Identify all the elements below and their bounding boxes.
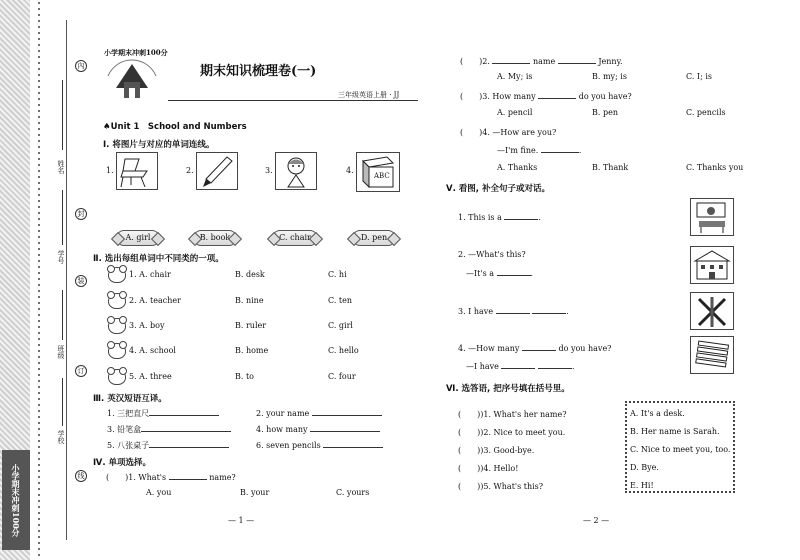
phrase-item: 3. 铅笔盒 bbox=[107, 424, 231, 435]
picture-3 bbox=[275, 152, 317, 190]
question-5-4: 4. —How many do you have? bbox=[458, 344, 612, 353]
picture-4 bbox=[356, 152, 400, 192]
strip-banner: 小学期末冲刺100分 bbox=[2, 450, 30, 550]
option-a: 5. A. three bbox=[129, 372, 172, 381]
strip-line bbox=[62, 290, 63, 340]
option-a: A. pencil bbox=[497, 108, 533, 117]
picture-school bbox=[690, 246, 734, 284]
answer-option: C. Nice to meet you, too. bbox=[630, 445, 731, 454]
page-number-left: — 1 — bbox=[228, 516, 255, 525]
bear-icon bbox=[108, 318, 126, 334]
strip-line bbox=[62, 190, 63, 245]
picture-pencils bbox=[690, 292, 734, 330]
question-6-3: ( ))3. Good-bye. bbox=[458, 446, 535, 455]
school-building-icon bbox=[691, 247, 733, 283]
strip-dots bbox=[36, 0, 42, 560]
logo-text: 小学期末冲刺100分 bbox=[104, 48, 168, 57]
answer-option: B. Her name is Sarah. bbox=[630, 427, 720, 436]
bear-icon bbox=[108, 369, 126, 385]
option-a: A. Thanks bbox=[497, 163, 538, 172]
picture-number: 3. bbox=[265, 166, 273, 175]
question-5-2: 2. —What's this? bbox=[458, 250, 526, 259]
word-card[interactable]: C. chair bbox=[272, 230, 318, 246]
page-title: 期末知识梳理卷(一) bbox=[200, 64, 317, 79]
option-a: 4. A. school bbox=[129, 346, 176, 355]
strip-hole: 內 bbox=[75, 60, 87, 72]
strip-label-id: 学号 bbox=[57, 250, 65, 264]
option-a: A. you bbox=[146, 488, 172, 497]
strip-hole: 线 bbox=[75, 470, 87, 482]
page-subtitle: 三年级英语上册 · JJ bbox=[338, 91, 400, 99]
binding-strip bbox=[0, 0, 95, 560]
question-5-2-answer: —It's a . bbox=[466, 269, 534, 278]
page-number-right: — 2 — bbox=[583, 516, 610, 525]
strip-hole: 封 bbox=[75, 208, 87, 220]
option-b: B. Thank bbox=[592, 163, 629, 172]
option-b: B. your bbox=[240, 488, 270, 497]
question-4-1: ( )1. What's name? bbox=[106, 473, 236, 482]
phrase-item: 1. 三把直尺 bbox=[107, 408, 219, 419]
question-5-4-answer: —I have . bbox=[466, 362, 575, 371]
pencils-icon bbox=[691, 293, 733, 329]
picture-number: 2. bbox=[186, 166, 194, 175]
question-6-5: ( ))5. What's this? bbox=[458, 482, 544, 491]
teacher-desk-icon bbox=[691, 199, 733, 235]
unit-title: ♠Unit 1 School and Numbers bbox=[103, 122, 247, 132]
strip-label-school: 学校 bbox=[57, 430, 65, 444]
book-label: ABC bbox=[374, 172, 390, 180]
option-b: B. nine bbox=[235, 296, 264, 305]
word-card[interactable]: D. pen bbox=[352, 230, 396, 246]
bear-icon bbox=[108, 343, 126, 359]
section-4-heading: Ⅳ. 单项选择。 bbox=[93, 458, 152, 468]
question-4-2: ( )2. name Jenny. bbox=[460, 57, 623, 66]
question-4-4: ( )4. —How are you? bbox=[460, 128, 557, 137]
bear-icon bbox=[108, 293, 126, 309]
word-card[interactable]: B. book bbox=[193, 230, 237, 246]
logo bbox=[102, 46, 168, 104]
header-rule bbox=[168, 100, 418, 101]
option-a: 3. A. boy bbox=[129, 321, 165, 330]
girl-icon bbox=[276, 153, 316, 189]
word-card[interactable]: A. girl bbox=[116, 230, 160, 246]
section-5-heading: Ⅴ. 看图, 补全句子或对话。 bbox=[446, 184, 550, 194]
answer-option: A. It's a desk. bbox=[630, 409, 685, 418]
phrase-item: 4. how many bbox=[256, 424, 380, 434]
answer-option: D. Bye. bbox=[630, 463, 659, 472]
option-c: C. pencils bbox=[686, 108, 726, 117]
question-5-3: 3. I have . bbox=[458, 307, 569, 316]
section-2-heading: Ⅱ. 选出每组单词中不同类的一项。 bbox=[93, 254, 224, 264]
rulers-icon bbox=[691, 337, 733, 373]
phrase-item: 6. seven pencils bbox=[256, 440, 383, 450]
pen-icon bbox=[197, 153, 237, 189]
chair-icon bbox=[117, 153, 157, 189]
strip-hole: 订 bbox=[75, 365, 87, 377]
option-b: B. desk bbox=[235, 270, 265, 279]
option-a: 1. A. chair bbox=[129, 270, 171, 279]
section-6-heading: Ⅵ. 选答语, 把序号填在括号里。 bbox=[446, 384, 570, 394]
section-1-heading: Ⅰ. 将图片与对应的单词连线。 bbox=[103, 140, 215, 150]
question-6-2: ( ))2. Nice to meet you. bbox=[458, 428, 566, 437]
option-c: C. I; is bbox=[686, 72, 712, 81]
bear-icon bbox=[108, 267, 126, 283]
option-b: B. my; is bbox=[592, 72, 627, 81]
option-c: C. ten bbox=[328, 296, 353, 305]
option-a: A. My; is bbox=[497, 72, 533, 81]
question-4-3: ( )3. How many do you have? bbox=[460, 92, 632, 101]
option-a: 2. A. teacher bbox=[129, 296, 181, 305]
option-c: C. Thanks you bbox=[686, 163, 744, 172]
option-b: B. to bbox=[235, 372, 254, 381]
picture-desk bbox=[690, 198, 734, 236]
option-c: C. yours bbox=[336, 488, 370, 497]
question-4-4-line2: —I'm fine. . bbox=[497, 146, 582, 155]
question-5-1: 1. This is a . bbox=[458, 213, 541, 222]
strip-line bbox=[62, 80, 63, 150]
option-c: C. girl bbox=[328, 321, 353, 330]
strip-cut-line bbox=[66, 20, 67, 540]
question-6-1: ( ))1. What's her name? bbox=[458, 410, 567, 419]
strip-label-name: 姓名 bbox=[57, 160, 65, 174]
question-6-4: ( ))4. Hello! bbox=[458, 464, 519, 473]
option-c: C. hi bbox=[328, 270, 347, 279]
picture-2 bbox=[196, 152, 238, 190]
strip-line bbox=[62, 378, 63, 426]
answer-option: E. Hi! bbox=[630, 481, 654, 490]
option-b: B. home bbox=[235, 346, 269, 355]
option-b: B. pen bbox=[592, 108, 618, 117]
picture-rulers bbox=[690, 336, 734, 374]
phrase-item: 2. your name bbox=[256, 408, 382, 418]
picture-number: 1. bbox=[106, 166, 114, 175]
option-c: C. four bbox=[328, 372, 356, 381]
picture-1 bbox=[116, 152, 158, 190]
option-c: C. hello bbox=[328, 346, 359, 355]
picture-number: 4. bbox=[346, 166, 354, 175]
strip-hole: 装 bbox=[75, 275, 87, 287]
section-3-heading: Ⅲ. 英汉短语互译。 bbox=[93, 394, 167, 404]
phrase-item: 5. 八张桌子 bbox=[107, 440, 229, 451]
strip-label-class: 班级 bbox=[57, 345, 65, 359]
option-b: B. ruler bbox=[235, 321, 267, 330]
